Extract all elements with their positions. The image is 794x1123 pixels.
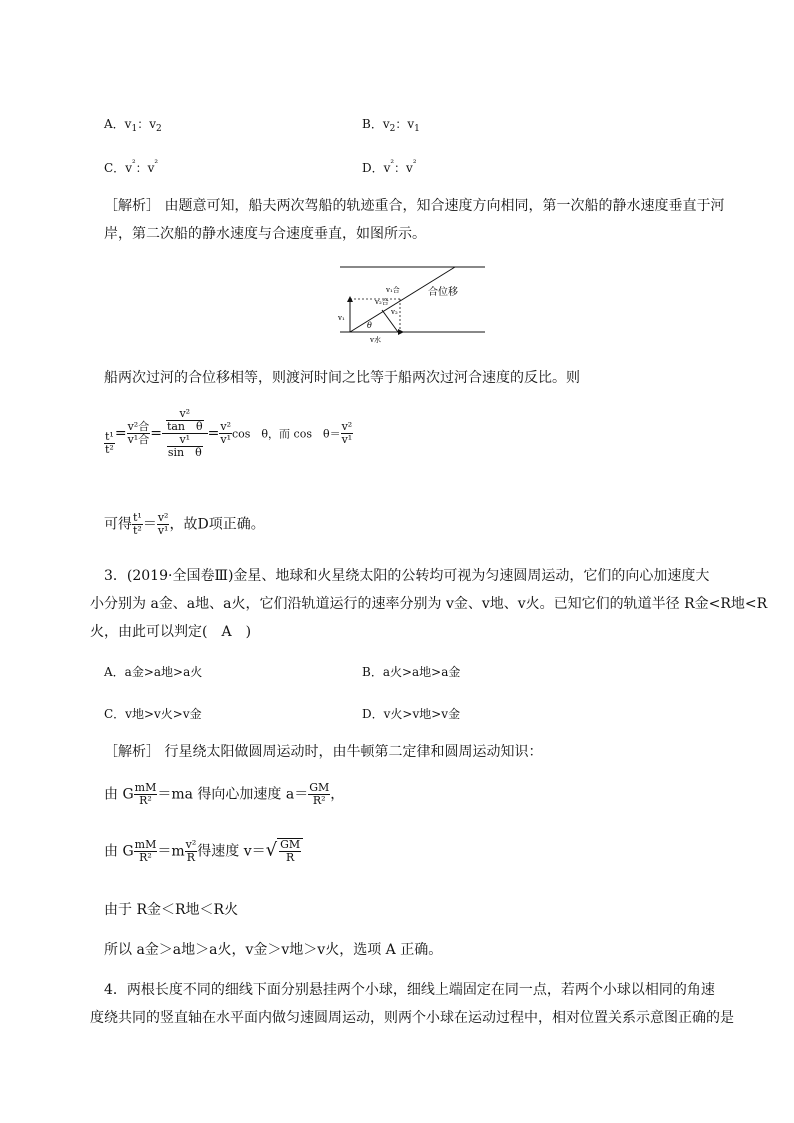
den: tan θ [166, 420, 203, 433]
den: sin θ [167, 446, 202, 459]
analysis-text: 行星绕太阳做圆周运动时，由牛顿第二定律和圆周运动知识： [164, 744, 543, 760]
num: GM [280, 838, 301, 851]
q3-option-a: A．a金>a地>a火 [104, 665, 203, 679]
sup: ² [390, 159, 395, 169]
sqrt-sign: √ [265, 839, 278, 861]
sup: ² [154, 159, 158, 169]
colon: ： [394, 161, 407, 175]
option-label: A． [104, 117, 125, 131]
frac-mM [134, 839, 158, 864]
var: v [407, 117, 415, 131]
q4-line2: 度绕共同的竖直轴在水平面内做匀速圆周运动，则两个小球在运动过程中，相对位置关系示意图正确的是 [90, 1010, 734, 1026]
frac-result [341, 421, 354, 446]
frac-GM [308, 782, 330, 807]
big-den [162, 434, 208, 459]
den: v¹ [220, 433, 231, 446]
var: v [149, 117, 156, 131]
cos-text: cos θ，而 cos θ＝ [231, 427, 341, 441]
label-vshui: v水 [370, 336, 381, 344]
pre: 可得 [104, 516, 132, 533]
den: v¹ [341, 433, 353, 446]
label-v1he: v₁合 [386, 286, 400, 294]
sup: ² [131, 159, 136, 169]
q3-line1: 3．(2019·全国卷Ⅲ)金星、地球和火星绕太阳的公转均可视为匀速圆周运动，它们的向心加速度大 [104, 568, 710, 584]
eq: = [150, 425, 162, 442]
q3-option-b: B．a火>a地>a金 [362, 665, 461, 679]
num: mM [134, 838, 157, 851]
var: v [406, 161, 413, 175]
option-label: D． [362, 161, 384, 175]
num: t¹ [133, 511, 142, 524]
frac-big [162, 408, 208, 459]
q3-formula1 [104, 782, 344, 807]
den: t² [133, 524, 142, 537]
frac-inner-top [166, 408, 204, 433]
q2-formula [104, 408, 353, 488]
q3-line2: 小分别为 a金、a地、a火，它们沿轨道运行的速率分别为 v金、v地、v火。已知它们的轨道半径 R金<R地<R [90, 596, 768, 612]
eq: = [207, 425, 220, 442]
mid: ＝ma 得向心加速度 a＝ [157, 786, 309, 803]
big-num [162, 408, 208, 434]
resultant-displacement [350, 267, 455, 332]
sub: 2 [389, 124, 396, 134]
pre: 由 G [104, 843, 134, 860]
sub: 1 [131, 124, 138, 134]
analysis-text: 由题意可知，船夫两次驾船的轨迹重合，知合速度方向相同，第一次船的静水速度垂直于河 [164, 198, 725, 214]
analysis-tag: ［解析］ [104, 198, 160, 214]
post: 得速度 v＝ [197, 843, 266, 860]
q2-option-d [362, 154, 416, 178]
den: R [285, 851, 295, 864]
q3-formula4: 所以 a金＞a地＞a火，v金＞v地＞v火，选项 A 正确。 [104, 942, 443, 958]
frac-t [132, 512, 143, 537]
q2-option-b [362, 114, 420, 139]
q3-formula3: 由于 R金＜R地＜R火 [104, 902, 239, 918]
label-displacement: 合位移 [428, 287, 458, 298]
vshui-arrowhead [398, 329, 404, 335]
eq: = [114, 425, 127, 442]
frac-inner-bot [167, 434, 203, 459]
label-v1: v₁ [338, 314, 345, 322]
q2-option-c [104, 154, 158, 178]
velocity-diagram [330, 262, 490, 346]
den: R² [139, 794, 152, 807]
label-v2he: v₂合 [375, 298, 389, 306]
q3-analysis [104, 742, 542, 762]
den: R [186, 851, 196, 864]
colon: ： [395, 117, 408, 131]
label-theta: θ [367, 321, 372, 330]
analysis-tag: ［解析］ [104, 744, 160, 760]
pre: 由 G [104, 786, 134, 803]
num: v¹ [167, 434, 203, 447]
sub: 2 [155, 124, 162, 134]
num: v² [220, 420, 231, 433]
den: t² [105, 443, 114, 456]
q2-analysis-line2: 岸，第二次船的静水速度与合速度垂直，如图所示。 [104, 226, 426, 242]
den: v¹ [157, 524, 169, 537]
den: v¹合 [127, 433, 150, 446]
frac-v2v1 [219, 421, 232, 446]
q4-line1: 4．两根长度不同的细线下面分别悬挂两个小球，细线上端固定在同一点，若两个小球以相同的角速 [104, 982, 715, 998]
var: v [147, 161, 155, 175]
var: v [383, 161, 391, 175]
frac-GM-R [279, 839, 301, 864]
var: v [124, 117, 132, 131]
sqrt-body [277, 838, 303, 864]
num: v²合 [127, 420, 150, 433]
q2-conclusion: 可得 $\frac{\text{t¹}}{\text{t²}}$ ＝ $\frac{\text{v²}}{\text{v¹}}$ ，故D项正确。 [104, 511, 265, 537]
mid: ＝m [157, 843, 185, 860]
colon: ： [135, 161, 148, 175]
num: mM [134, 781, 157, 794]
var: v [125, 161, 132, 175]
num: v² [157, 511, 169, 524]
post: ， [330, 786, 345, 803]
q3-formula2 [104, 838, 303, 864]
q3-option-d: D．v火>v地>v金 [362, 707, 461, 721]
frac-v [157, 512, 170, 537]
frac-t [104, 431, 115, 456]
frac-v [127, 421, 151, 446]
var: v [382, 117, 390, 131]
colon: ： [137, 117, 150, 131]
q2-analysis-line1 [104, 196, 724, 216]
den: R² [139, 851, 152, 864]
q3-line3: 火，由此可以判定( A ) [90, 624, 252, 640]
den: R² [312, 794, 326, 807]
option-label: B． [362, 117, 383, 131]
q2-text-after: 船两次过河的合位移相等，则渡河时间之比等于船两次过河合速度的反比。则 [104, 370, 580, 386]
sup: ² [412, 159, 417, 169]
num: v² [185, 838, 197, 851]
sub: 1 [414, 124, 420, 134]
q3-option-c: C．v地>v火>v金 [104, 707, 202, 721]
option-label: C． [104, 161, 126, 175]
frac-v2R [185, 839, 198, 864]
post: ，故D项正确。 [169, 516, 265, 533]
num: GM [309, 781, 330, 794]
num: v² [341, 420, 353, 433]
q2-option-a [104, 114, 162, 139]
frac-mM [134, 782, 158, 807]
num: v² [166, 408, 204, 421]
label-v2: v₂ [391, 308, 398, 316]
num: t¹ [105, 430, 114, 443]
